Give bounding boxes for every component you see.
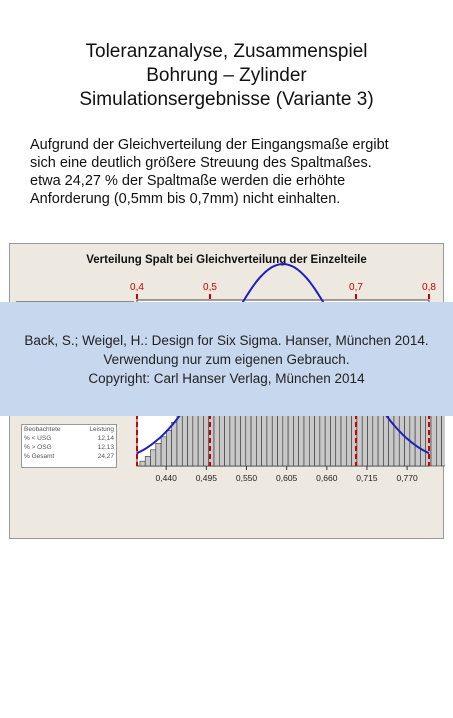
obs-row-label: % > OSG [24,444,52,451]
body-text [30,136,440,208]
histogram-bar [177,416,182,466]
reference-label: 0,8 [422,282,436,293]
obs-row-label: % Gesamt [24,453,55,460]
chart-title: Verteilung Spalt bei Gleichverteilung der Einzelteile [86,254,367,266]
histogram-bar [140,461,145,466]
slide-title [0,40,453,112]
x-tick-label: 0,605 [276,473,298,483]
x-tick-label: 0,550 [235,473,258,483]
obs-row-value: 12,13 [97,444,114,451]
obs-header-2: Leistung [89,426,114,433]
overlay-line-1: Back, S.; Weigel, H.: Design for Six Sigma. Hanser, München 2014. [24,333,429,348]
obs-row-value: 12,14 [97,435,114,442]
body-line-3: etwa 24,27 % der Spaltmaße werden die erhöhte [30,173,346,189]
histogram-bar [182,409,187,466]
obs-header-1: Beobachtete [24,426,61,433]
body-line-2: sich eine deutlich größere Streuung des Spaltmaßes. [30,155,372,171]
histogram-bar [166,430,171,466]
body-line-4: Anforderung (0,5mm bis 0,7mm) nicht einhalten. [30,191,341,207]
histogram-bar [172,422,177,466]
histogram-bar [156,443,161,466]
body-line-1: Aufgrund der Gleichverteilung der Eingangsmaße ergibt [30,137,389,153]
title-line-1: Toleranzanalyse, Zusammenspiel [85,41,368,62]
histogram-bar [151,450,156,466]
x-tick-label: 0,770 [396,473,418,483]
reference-label: 0,5 [203,282,217,293]
histogram-bar [161,437,166,466]
overlay-line-2: Verwendung nur zum eigenen Gebrauch. [103,352,350,367]
obs-row-value: 24,27 [97,453,114,460]
title-line-2: Bohrung – Zylinder [146,65,307,86]
x-tick-label: 0,715 [356,473,378,483]
reference-label: 0,7 [349,282,363,293]
copyright-overlay [0,302,453,416]
histogram-bar [145,456,150,466]
title-line-3: Simulationsergebnisse (Variante 3) [79,89,374,110]
obs-row-label: % < USG [24,435,52,442]
reference-label: 0,4 [130,282,144,293]
x-tick-label: 0,495 [195,473,217,483]
overlay-line-3: Copyright: Carl Hanser Verlag, München 2014 [88,371,365,386]
x-tick-label: 0,440 [155,473,177,483]
x-tick-label: 0,660 [316,473,338,483]
